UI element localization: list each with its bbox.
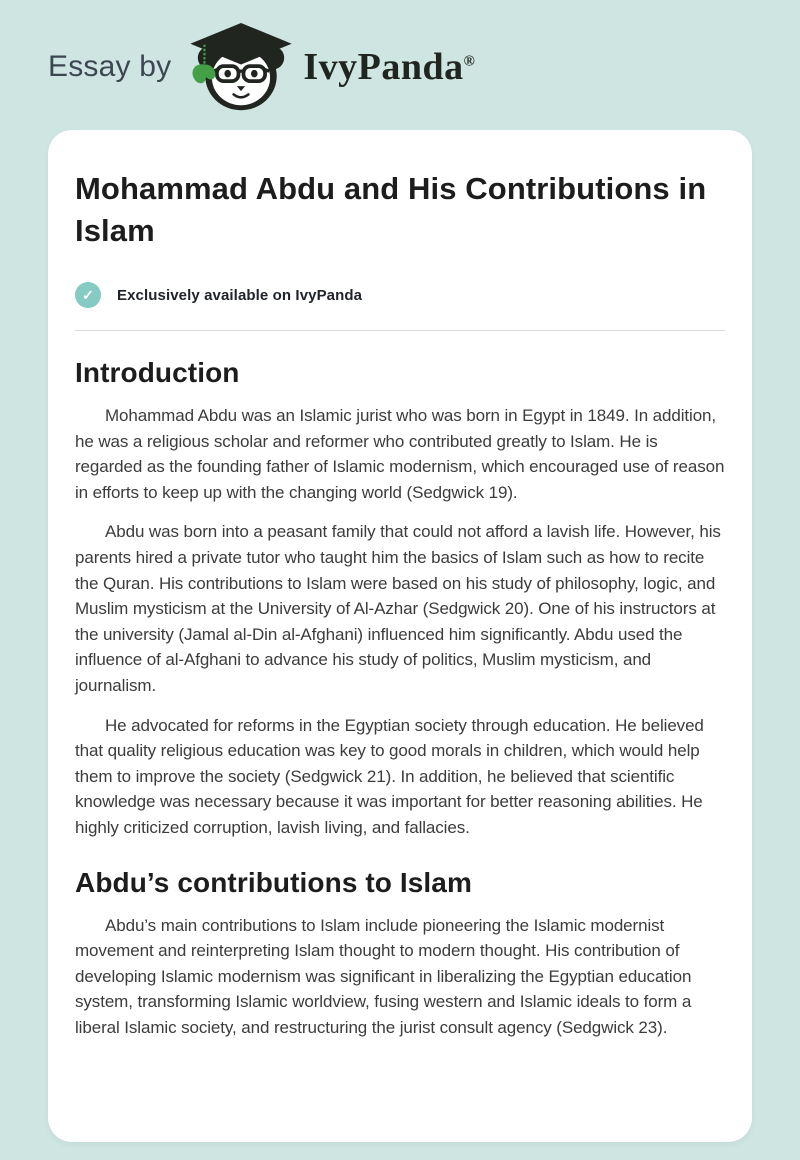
panda-graduate-icon[interactable] bbox=[187, 21, 295, 113]
availability-label: Exclusively available on IvyPanda bbox=[117, 286, 363, 304]
paragraph: Mohammad Abdu was an Islamic jurist who was born in Egypt in 1849. In addition, he was a religious scholar and reformer who contributed greatly to Islam. He is regarded as the founding father of Islamic modernism, which encouraged use of reason in efforts to keep up with the changing world (Sedgwick 19). bbox=[75, 406, 725, 502]
brand-wordmark[interactable] bbox=[303, 48, 475, 86]
brand-text: IvyPanda bbox=[303, 46, 464, 88]
page-header bbox=[0, 0, 800, 130]
paragraph: Abdu’s main contributions to Islam include pioneering the Islamic modernist movement and reinterpreting Islam thought to modern thought. His contribution of developing Islamic modernism was significant in liberalizing the Egyptian education system, transforming Islamic worldview, fusing western and Islamic ideals to form a liberal Islamic society, and restructuring the jurist consult agency (Sedgwick 23). bbox=[75, 915, 692, 1037]
divider bbox=[75, 330, 725, 331]
availability-badge bbox=[75, 282, 725, 308]
essay-title: Mohammad Abdu and His Contributions in Islam bbox=[75, 171, 707, 248]
registered-mark: ® bbox=[463, 53, 476, 70]
check-icon: ✓ bbox=[75, 282, 101, 308]
essay-card bbox=[48, 130, 752, 1142]
section-heading-contributions: Abdu’s contributions to Islam bbox=[75, 866, 472, 898]
paragraph: Abdu was born into a peasant family that could not afford a lavish life. However, his parents hired a private tutor who taught him the basics of Islam such as how to recite the Quran. His contributions to Islam were based on his study of philosophy, logic, and Muslim mysticism at the University of Al-Azhar (Sedgwick 20). One of his instructors at the university (Jamal al-Din al-Afghani) influenced him significantly. Abdu used the influence of al-Afghani to advance his study of politics, Muslim mysticism, and journalism. bbox=[75, 522, 721, 695]
essay-by-label: Essay by bbox=[48, 50, 172, 83]
paragraph: He advocated for reforms in the Egyptian society through education. He believed that quality religious education was key to good morals in children, which would help them to improve the society (Sedgwick 21). In addition, he believed that scientific knowledge was necessary because it was important for better reasoning abilities. He highly criticized corruption, lavish living, and fallacies. bbox=[75, 715, 704, 837]
section-heading-introduction: Introduction bbox=[75, 357, 240, 388]
